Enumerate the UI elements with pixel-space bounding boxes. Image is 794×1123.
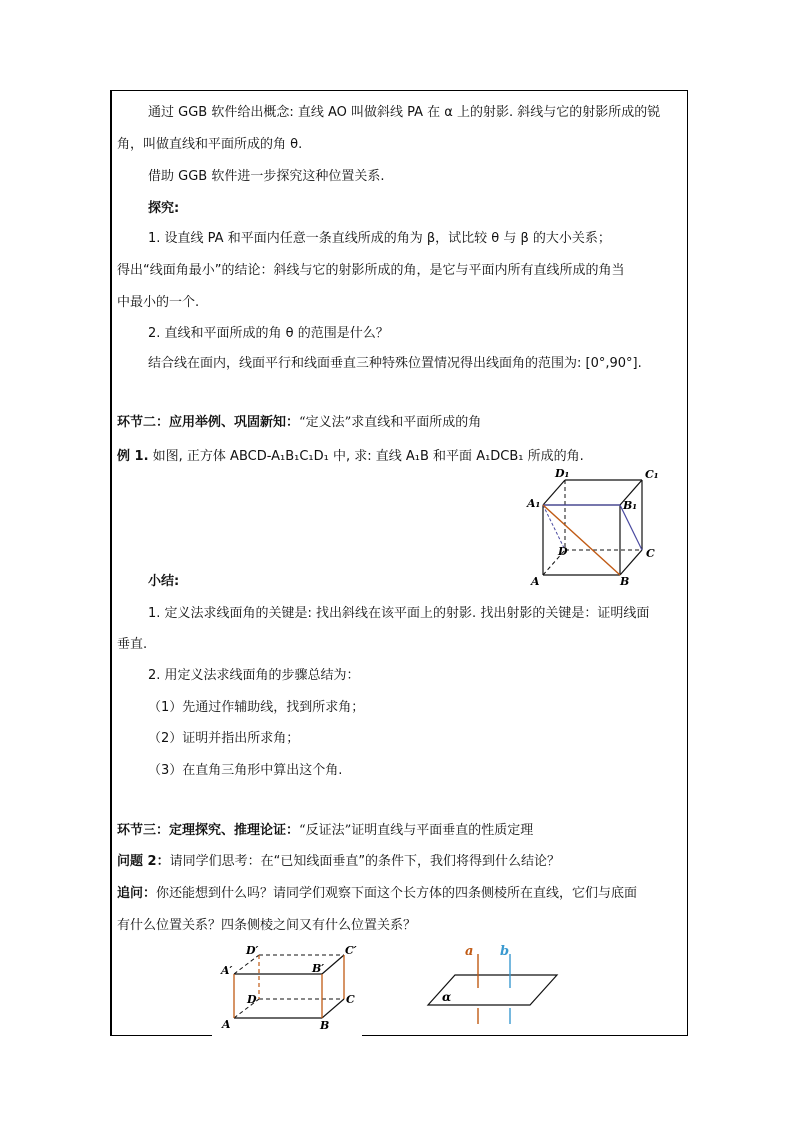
box-label-Dp: D′ [246, 944, 259, 957]
para1-line1: 通过 GGB 软件给出概念: 直线 AO 叫做斜线 PA 在 α 上的射影. 斜线与它的射影所成的锐 [148, 105, 661, 120]
example1-label: 例 1. [117, 449, 149, 464]
box-label-Bp: B′ [312, 962, 325, 975]
section3-rest: “反证法”证明直线与平面垂直的性质定理 [299, 823, 534, 838]
para1-line2: 角，叫做直线和平面所成的角 θ. [117, 137, 303, 152]
box-figure [212, 940, 362, 1036]
question2-label: 问题 2： [117, 854, 170, 869]
explore-title: 探究: [148, 201, 180, 216]
cube-label-D: D [558, 545, 568, 558]
q1-line2: 得出“线面角最小”的结论：斜线与它的射影所成的角，是它与平面内所有直线所成的角当 [117, 263, 625, 278]
question2 [117, 853, 560, 871]
cube-label-C: C [646, 547, 655, 560]
box-label-A: A [222, 1018, 231, 1031]
followup-label: 追问： [117, 886, 157, 901]
para2: 借助 GGB 软件进一步探究这种位置关系. [148, 169, 385, 184]
followup-line1 [117, 885, 637, 903]
summary-step1: （1）先通过作辅助线，找到所求角； [148, 700, 365, 715]
summary-1b: 垂直. [117, 637, 148, 652]
box-label-B: B [320, 1019, 330, 1032]
question2-text: 请同学们思考：在“已知线面垂直”的条件下，我们将得到什么结论？ [169, 854, 561, 869]
summary-2: 2. 用定义法求线面角的步骤总结为： [148, 668, 360, 683]
summary-step3: （3）在直角三角形中算出这个角. [148, 763, 343, 778]
box-label-C: C [346, 993, 355, 1006]
box-label-Cp: C′ [345, 944, 357, 957]
cube-label-A1: A₁ [527, 497, 541, 510]
section3-heading [117, 822, 533, 840]
box-label-Ap: A′ [221, 964, 233, 977]
summary-title: 小结: [148, 574, 180, 589]
cube-label-D1: D₁ [555, 467, 570, 480]
table-divider [111, 91, 112, 1035]
plane-label-a: a [465, 944, 474, 959]
q2-answer: 结合线在面内，线面平行和线面垂直三种特殊位置情况得出线面角的范围为: [0°,90°]. [148, 356, 642, 371]
q2: 2. 直线和平面所成的角 θ 的范围是什么？ [148, 326, 389, 341]
q1-line1: 1. 设直线 PA 和平面内任意一条直线所成的角为 β，试比较 θ 与 β 的大小关系； [148, 231, 611, 246]
plane-label-b: b [500, 944, 510, 959]
cube-label-B1: B₁ [623, 499, 638, 512]
q1-line3: 中最小的一个. [117, 295, 200, 310]
example1-text: 如图, 正方体 ABCD-A₁B₁C₁D₁ 中, 求: 直线 A₁B 和平面 A₁DCB₁ 所成的角. [148, 449, 584, 464]
section2-rest: “定义法”求直线和平面所成的角 [299, 415, 482, 430]
followup-text1: 你还能想到什么吗？请同学们观察下面这个长方体的四条侧棱所在直线，它们与底面 [156, 886, 638, 901]
plane-label-alpha: α [442, 990, 452, 1004]
section2-heading [117, 414, 481, 432]
section2-bold: 环节二：应用举例、巩固新知： [117, 415, 300, 430]
cube-label-B: B [620, 575, 630, 588]
cube-figure [525, 465, 675, 590]
summary-step2: （2）证明并指出所求角； [148, 731, 300, 746]
example1 [117, 448, 584, 466]
box-label-D: D [247, 993, 257, 1006]
summary-1a: 1. 定义法求线面角的关键是: 找出斜线在该平面上的射影. 找出射影的关键是：证明线面 [148, 606, 650, 621]
section3-bold: 环节三：定理探究、推理论证： [117, 823, 300, 838]
cube-label-A: A [531, 575, 540, 588]
plane-figure [420, 940, 570, 1030]
cube-label-C1: C₁ [645, 468, 659, 481]
followup-line2: 有什么位置关系？四条侧棱之间又有什么位置关系？ [117, 918, 417, 933]
